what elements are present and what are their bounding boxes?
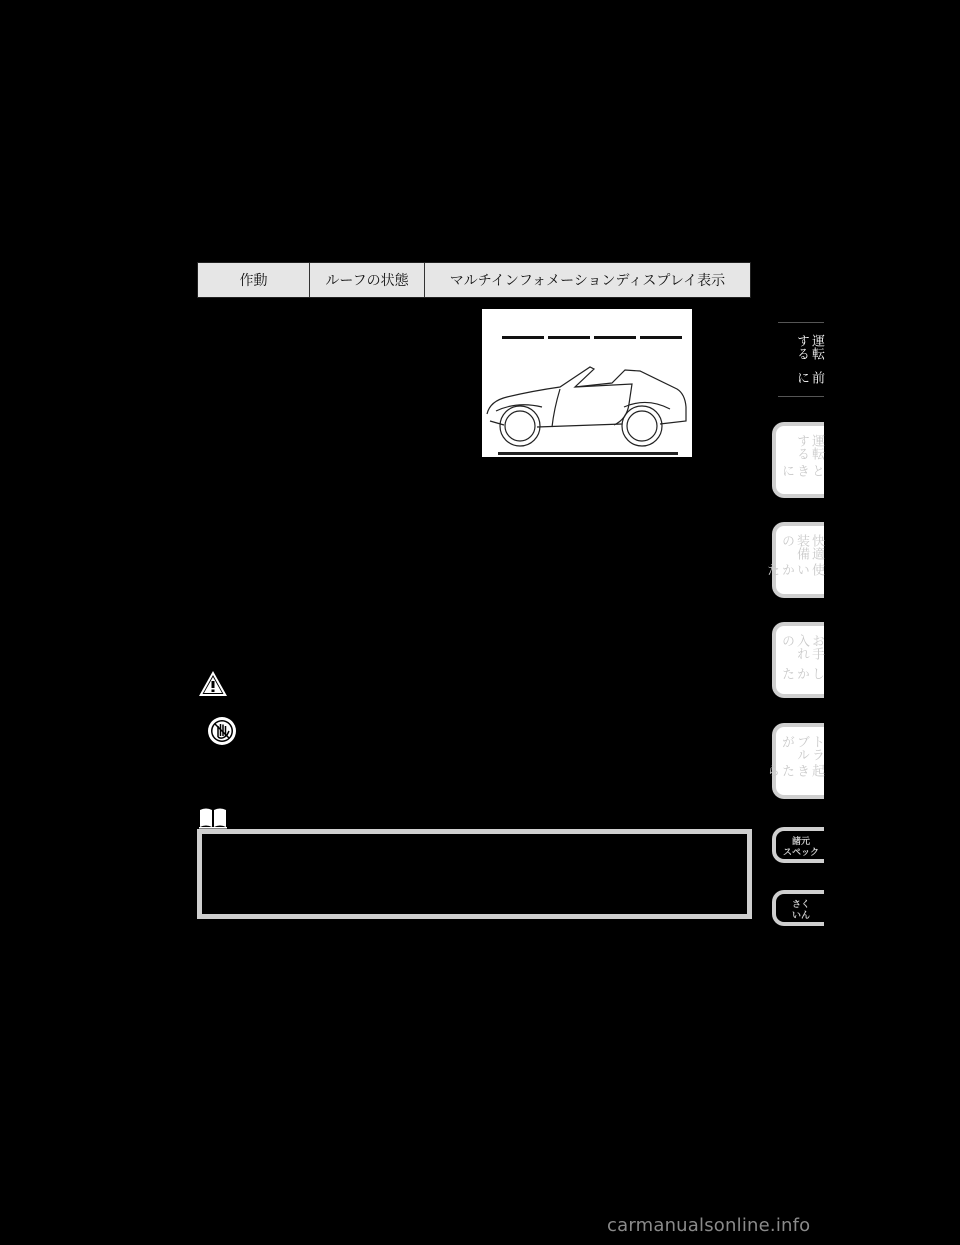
- car-illustration: [482, 309, 692, 457]
- display-segments-icon: [502, 336, 682, 339]
- watermark[interactable]: carmanualsonline.info: [607, 1215, 811, 1236]
- tab-comfort-equipment[interactable]: 快適装備の 使いかた: [772, 522, 824, 598]
- tab-index[interactable]: さく いん: [772, 890, 824, 926]
- note-box: [197, 829, 752, 919]
- no-hand-icon: [207, 716, 237, 750]
- header-operation: 作動: [198, 263, 310, 297]
- tab-before-driving[interactable]: [778, 322, 824, 396]
- tab-troubleshooting[interactable]: トラブルが 起きたら: [772, 723, 824, 799]
- tab-label: 運転する 前に: [794, 334, 824, 385]
- warning-triangle-icon: [198, 670, 228, 701]
- divider: [778, 322, 824, 323]
- table-header: [197, 262, 751, 298]
- tab-while-driving[interactable]: 運転する ときに: [772, 422, 824, 498]
- header-roof-state: ルーフの状態: [310, 263, 425, 297]
- car-outline-icon: [487, 367, 686, 446]
- header-display: マルチインフォメーションディスプレイ表示: [425, 263, 750, 297]
- tab-specifications[interactable]: 諸元 スペック: [772, 827, 824, 863]
- divider: [778, 396, 824, 397]
- tab-maintenance[interactable]: お手入れの しかた: [772, 622, 824, 698]
